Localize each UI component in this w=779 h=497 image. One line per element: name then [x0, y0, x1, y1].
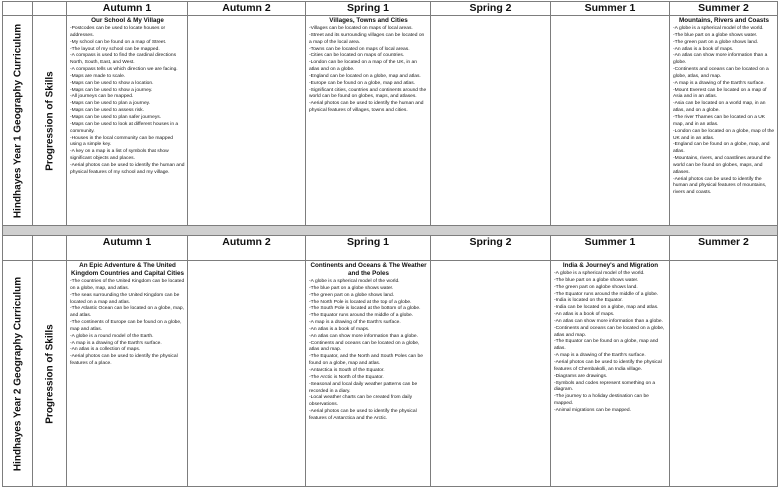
year1-summer2-cell	[670, 16, 778, 226]
topic-content: -A globe is a spherical model of the world. -The blue part on a globe shows water. -The green part on a globe shows land. -The North Pole is located at the top of a globe. -The South Pole is located at the bottom of a globe. -The Equator runs around the middle of a globe. -A map is a drawing of the Earth's surface. -An atlas is a book of maps. -An atlas can show more information than a globe. -Continents and oceans can be located on a globe, atlas and map. -The Equator, and the North and South Poles can be found on a globe, map and atlas. -Antarctica is South of the Equator. -The Arctic is North of the Equator. -Seasonal and local daily weather patterns can be recorded in a diary. -Local weather charts can be created from daily observations. -Aerial photos can be used to identify the physical features of Antarctica and the Arctic.	[309, 279, 423, 421]
year1-header-row	[3, 2, 778, 16]
corner-cell	[33, 2, 67, 16]
topic-content: -Postcodes can be used to locate houses or addresses. -My school can be found on a map of Street. -The layout of my school can be mapped. -A compass is used to find the cardinal directions North, South, East, and West. -A compass tells us which direction we are facing. -Maps are made to scale. -Maps can be used to show a location. -Maps can be used to show a journey. -All journeys can be mapped. -Maps can be used to plan a journey. -Maps can be used to assess risk. -Maps can be used to plan safer journeys. -Maps can be used to look at different houses in a community. -Houses in the local community can be mapped using a simple key. -A key on a map is a list of symbols that show significant objects and places. -Aerial photos can be used to identify the human and physical features of my school and my village.	[70, 26, 185, 175]
year1-skills-cell	[33, 16, 67, 226]
column-header-autumn2: Autumn 2	[188, 2, 306, 16]
year1-curriculum-label: Hindhayes Year 1 Geography Curriculum	[12, 23, 23, 218]
year2-content-row	[3, 261, 778, 487]
topic-title: An Epic Adventure & The United Kingdom Countries and Capital Cities	[70, 262, 184, 277]
column-header-autumn1: Autumn 1	[67, 236, 188, 261]
year1-spring1-cell	[306, 16, 431, 226]
column-header-spring2: Spring 2	[431, 236, 551, 261]
corner-cell	[3, 2, 33, 16]
column-header-spring1: Spring 1	[306, 236, 431, 261]
corner-cell	[33, 236, 67, 261]
year2-autumn1-cell	[67, 261, 188, 487]
year1-content-row	[3, 16, 778, 226]
year2-spring2-cell	[431, 261, 551, 487]
separator-row	[3, 226, 778, 236]
topic-content: -A globe is a spherical model of the world. -The blue part on a globe shows water. -The green part on a globe shows land. -An atlas is a book of maps. -An atlas can show more information than a globe. -Continents and oceans can be located on a globe, atlas, and map. -A map is a drawing of the Earth's surface. -Mount Everest can be located on a map of Asia and in an atlas. -Asia can be located on a world map, in an atlas, and on a globe. -The river Thames can be located on a UK map, and in an atlas. -London can be located on a globe, map of the UK and in an atlas. -England can be found on a globe, map, and atlas. -Mountains, rivers, and coastlines around the world can be found on globes, maps, and atlases. -Aerial photos can be used to identify the human and physical features of mountains, rivers and coasts.	[673, 26, 775, 196]
year1-autumn2-cell	[188, 16, 306, 226]
year1-spring2-cell	[431, 16, 551, 226]
column-header-summer2: Summer 2	[670, 236, 778, 261]
column-header-autumn1: Autumn 1	[67, 2, 188, 16]
topic-title: Our School & My Village	[91, 17, 164, 24]
year1-skills-label: Progression of Skills	[44, 70, 55, 171]
year2-header-row	[3, 236, 778, 261]
year1-summer1-cell	[551, 16, 670, 226]
year2-summer2-cell	[670, 261, 778, 487]
topic-content: -The countries of the United Kingdom can be located on a globe, map, and atlas. -The seas surrounding the United Kingdom can be located on a map and atlas. -The Atlantic Ocean can be located on a globe, map, and atlas. -The continents of Europe can be found on a globe, map and atlas. -A globe is a round model of the Earth. -A map is a drawing of the Earth's surface. -An atlas is a collection of maps. -Aerial photos can be used to identify the physical features of a place.	[70, 279, 185, 367]
geography-curriculum-table	[2, 1, 778, 487]
year2-curriculum-cell	[3, 261, 33, 487]
year2-curriculum-label: Hindhayes Year 2 Geography Curriculum	[12, 276, 23, 471]
topic-content: -Villages can be located on maps of local areas. -Street and its surrounding villages can be located on a map of the local area. -Towns can be located on maps of local areas. -Cities can be located on maps of countries. -London can be located on a map of the UK, in an atlas and on a globe. -England can be located on a globe, map and atlas. -Europe can be found on a globe, map and atlas. -Significant cities, countries and continents around the world can be found on globes, maps, and atlases. -Aerial photos can be used to identify the human and physical features of villages, towns and cities.	[309, 26, 427, 114]
topic-title: Continents and Oceans & The Weather and the Poles	[310, 262, 427, 277]
topic-content: -A globe is a spherical model of the world. -The blue part on a globe shows water. -The green part on aglobe shows land. -The Equator runs around the middle of a globe. -India is located on the Equator. -India can be located on a globe, map and atlas. -An atlas is a book of maps. -An atlas can show more information than a globe. -Continents and oceans can be located on a globe, atlas and map. -The Equator can be found on a globe, map and atlas. -A map is a drawing of the Earth's surface. -Aerial photos can be used to identify the physical features of Chembakolli, an India village. -Diagrams are drawings. -Symbols and codes represent something on a diagram. -The journey to a holiday destination can be mapped. -Animal migrations can be mapped.	[554, 271, 665, 413]
column-header-summer1: Summer 1	[551, 236, 670, 261]
year2-spring1-cell	[306, 261, 431, 487]
column-header-summer2: Summer 2	[670, 2, 778, 16]
year2-skills-label: Progression of Skills	[44, 323, 55, 424]
separator-bar	[3, 226, 778, 236]
year1-curriculum-cell	[3, 16, 33, 226]
topic-title: Villages, Towns and Cities	[329, 17, 408, 24]
year2-summer1-cell	[551, 261, 670, 487]
year2-skills-cell	[33, 261, 67, 487]
column-header-summer1: Summer 1	[551, 2, 670, 16]
column-header-spring1: Spring 1	[306, 2, 431, 16]
topic-title: India & Journey's and Migration	[562, 262, 659, 269]
year1-autumn1-cell	[67, 16, 188, 226]
corner-cell	[3, 236, 33, 261]
year2-autumn2-cell	[188, 261, 306, 487]
column-header-spring2: Spring 2	[431, 2, 551, 16]
column-header-autumn2: Autumn 2	[188, 236, 306, 261]
topic-title: Mountains, Rivers and Coasts	[679, 17, 769, 24]
